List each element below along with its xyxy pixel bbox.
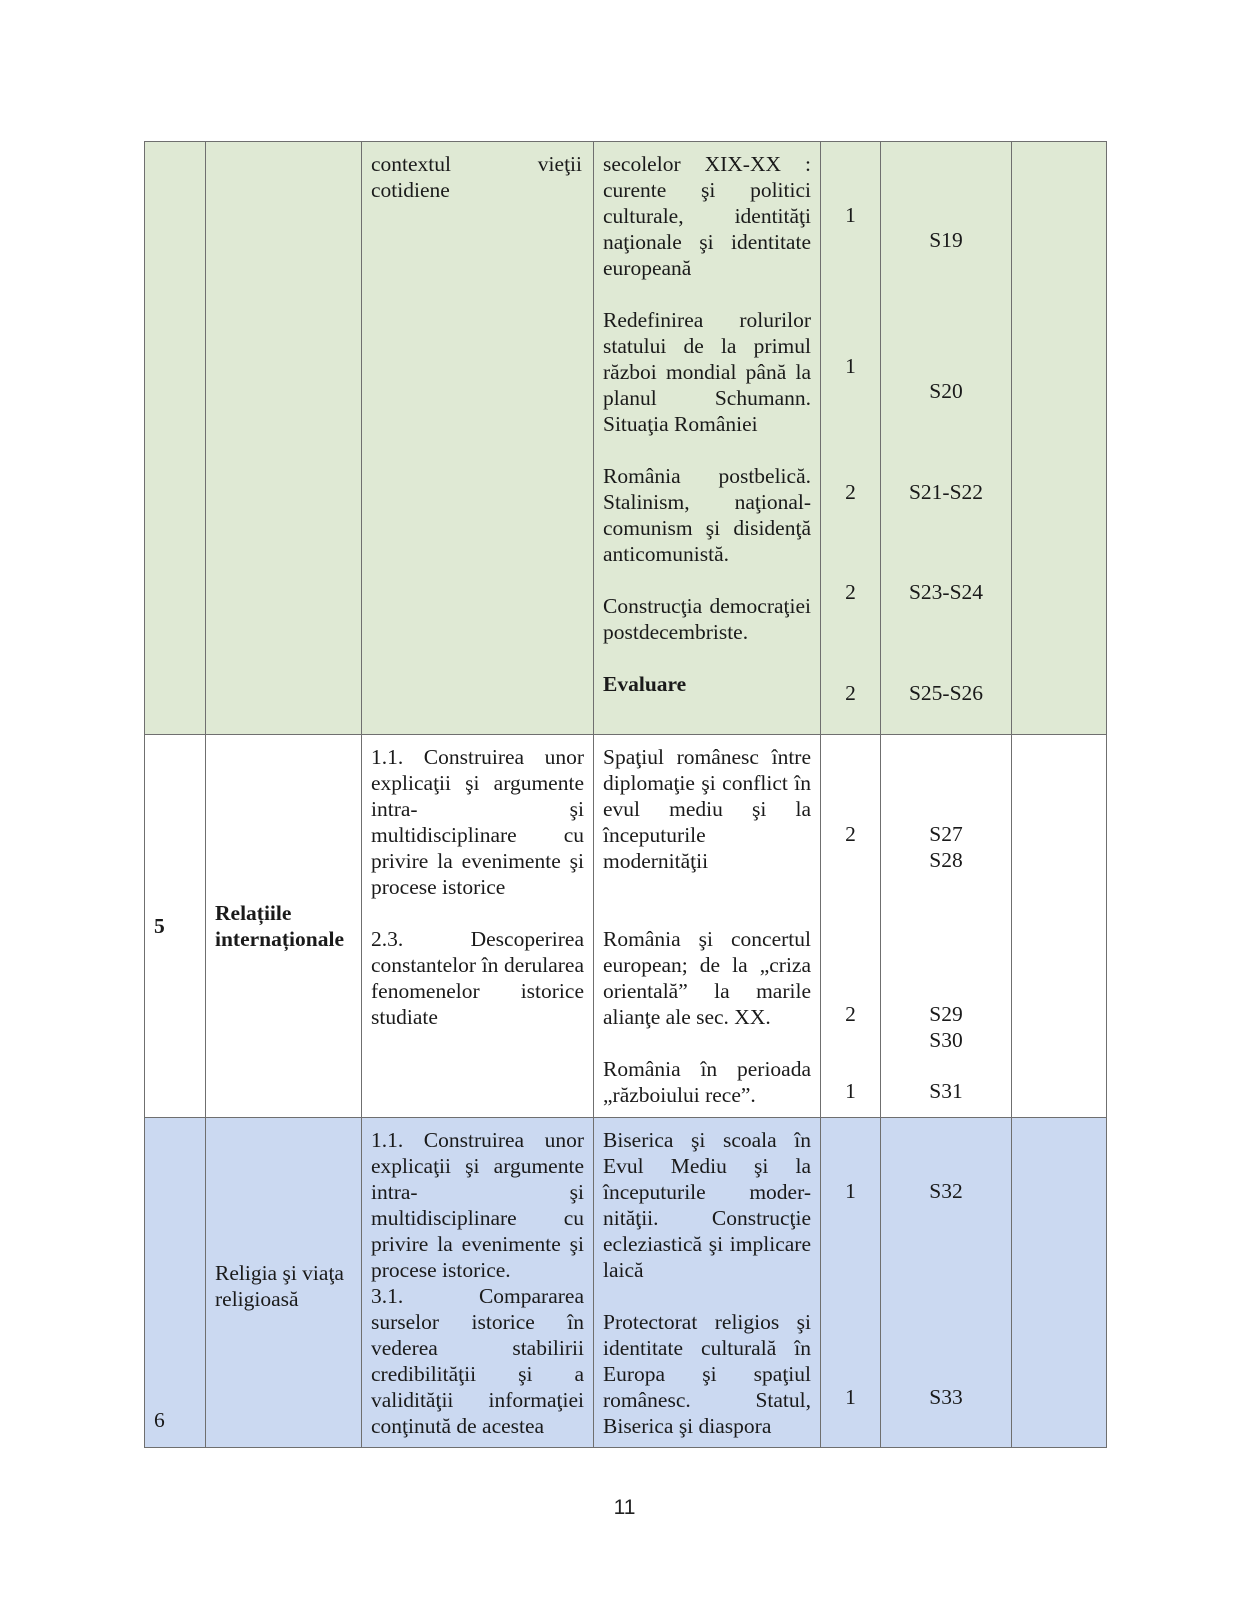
- cell-nr: [145, 142, 206, 735]
- week-value: S33: [929, 1385, 963, 1409]
- content-item: România şi concertul european; de la „criza orientală” la marile alianţe ale sec. XX.: [603, 927, 811, 1029]
- cell-nr: [145, 1118, 206, 1448]
- week-value: S28: [929, 848, 963, 872]
- table-row-module-4: [145, 142, 1107, 735]
- content-item: România în perioada „războiului rece”.: [603, 1057, 811, 1107]
- hours-value: 2: [845, 580, 856, 604]
- hours-value: 1: [845, 1079, 856, 1103]
- cell-contents: [594, 142, 821, 735]
- week-value: S31: [929, 1079, 963, 1103]
- week-value: S21-S22: [908, 480, 984, 504]
- content-item: România postbelică. Stalinism, naţional-comunism şi disidenţă anticomunistă.: [603, 464, 811, 566]
- hours-value: 2: [845, 1002, 856, 1026]
- week-value: S32: [929, 1179, 963, 1203]
- content-item: Redefinirea rolurilor statului de la primul război mondial până la planul Schumann. Situaţia României: [603, 308, 811, 436]
- week-value: S29: [929, 1002, 963, 1026]
- week-value: S20: [929, 379, 963, 403]
- week-value: S23-S24: [908, 580, 984, 604]
- competency-text: 3.1. Compararea surselor istorice în vederea stabilirii credibilităţii şi a validităţii informaţiei conţinută de acestea: [371, 1284, 584, 1438]
- module-number: 6: [154, 1408, 165, 1432]
- cell-weeks: [881, 735, 1012, 1118]
- hours-value: 1: [845, 354, 856, 378]
- cell-weeks: [881, 142, 1012, 735]
- hours-value: 2: [845, 822, 856, 846]
- cell-observations: [1012, 1118, 1107, 1448]
- week-value: S25-S26: [908, 681, 984, 705]
- competency-text: contextul vieţii cotidiene: [371, 152, 582, 202]
- cell-weeks: [881, 1118, 1012, 1448]
- cell-nr: [145, 735, 206, 1118]
- cell-hours: [821, 1118, 881, 1448]
- page-number: 11: [613, 1496, 636, 1519]
- cell-module: [206, 142, 362, 735]
- table-row-module-6: [145, 1118, 1107, 1448]
- week-value: S27: [929, 822, 963, 846]
- module-number: 5: [154, 914, 165, 938]
- module-title: Religia şi viaţa religioasă: [215, 1261, 344, 1311]
- evaluation-label: Evaluare: [603, 672, 687, 696]
- hours-value: 1: [845, 1385, 856, 1409]
- cell-observations: [1012, 735, 1107, 1118]
- hours-value: 1: [845, 1179, 856, 1203]
- module-title: Relațiile internaționale: [215, 901, 344, 951]
- hours-value: 2: [845, 480, 856, 504]
- content-item: Biserica şi scoala în Evul Mediu şi la începuturile moder-nităţii. Construcţie ecleziastică şi implicare laică: [603, 1128, 811, 1282]
- hours-value: 2: [845, 681, 856, 705]
- cell-observations: [1012, 142, 1107, 735]
- competency-text: 1.1. Construirea unor explicaţii şi argumente intra- şi multidisciplinare cu privire la evenimente şi procese istorice: [371, 745, 584, 899]
- curriculum-table: [144, 141, 1107, 1448]
- week-value: S19: [929, 228, 963, 252]
- cell-competency: [362, 735, 594, 1118]
- cell-module: [206, 1118, 362, 1448]
- cell-hours: [821, 735, 881, 1118]
- cell-module: [206, 735, 362, 1118]
- hours-value: 1: [845, 203, 856, 227]
- content-item: Spaţiul românesc între diplomaţie şi conflict în evul mediu şi la începuturile modernităţii: [603, 745, 811, 873]
- cell-contents: [594, 1118, 821, 1448]
- content-item: Construcţia democraţiei postdecembriste.: [603, 594, 811, 644]
- competency-text: 1.1. Construirea unor explicaţii şi argumente intra- şi multidisciplinare cu privire la evenimente şi procese istorice.: [371, 1128, 584, 1282]
- cell-hours: [821, 142, 881, 735]
- week-value: S30: [929, 1028, 963, 1052]
- cell-competency: [362, 142, 594, 735]
- cell-competency: [362, 1118, 594, 1448]
- cell-contents: [594, 735, 821, 1118]
- competency-text: 2.3. Descoperirea constantelor în derularea fenomenelor istorice studiate: [371, 927, 584, 1029]
- table-row-module-5: [145, 735, 1107, 1118]
- content-item: Protectorat religios şi identitate culturală în Europa şi spaţiul românesc. Statul, Biserica şi diaspora: [603, 1310, 811, 1438]
- content-item: secolelor XIX-XX : curente şi politici culturale, identităţi naţionale şi identitate europeană: [603, 152, 811, 280]
